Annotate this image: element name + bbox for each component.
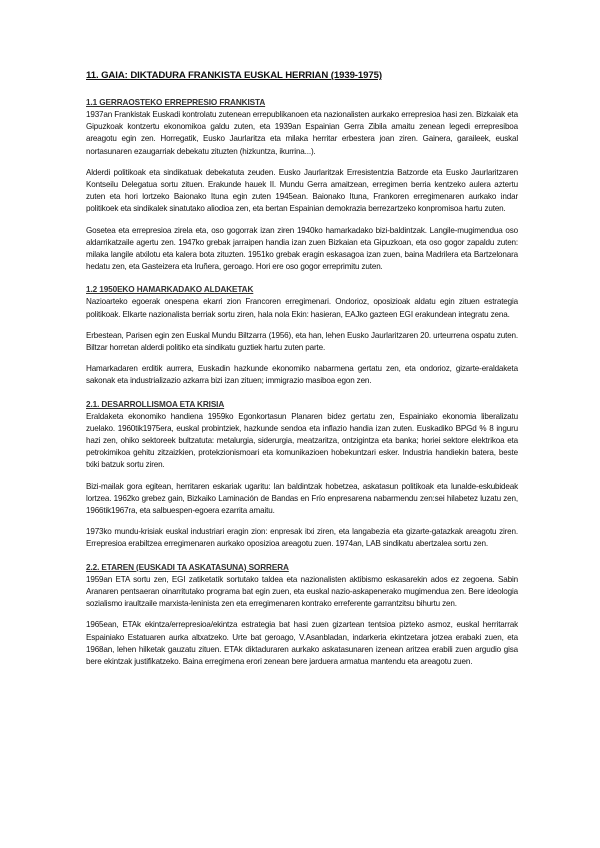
paragraph: Hamarkadaren erditik aurrera, Euskadin hazkunde ekonomiko nabarmena gertatu zen, eta ondorioz, gizarte-eraldaketa sakonak eta industrializazio azkarra bizi izan zituen; immigrazio masiboa egon zen. — [86, 364, 518, 386]
section-heading-2-1: 2.1. DESARROLLISMOA ETA KRISIA — [86, 399, 225, 409]
section-heading-1-1: 1.1 GERRAOSTEKO ERREPRESIO FRANKISTA — [86, 98, 266, 107]
paragraph: 1937an Frankistak Euskadi kontrolatu zutenean errepublikanoen eta nazionalisten aurkako errepresioa hasi zen. Bizkaiak eta Gipuzkoak kontzertu ekonomikoa galdu zuten, eta 1939an Espainian Gerra Zibila amaitu zenean legedi errepresiboa areagotu egin zen. Horregatik, Eusko Jaurlaritza eta milaka herritar erbestera joan ziren. Gainera, garaileek, euskal nortasunaren ezaugarriak debekatu zituzten (hizkuntza, ikurrina...). — [86, 110, 518, 156]
paragraph: Eraldaketa ekonomiko handiena 1959ko Egonkortasun Planaren bidez gertatu zen, Espainiako ekonomia liberalizatu zuelako. 1960tik1975era, euskal probintziek, hazkunde sendoa eta inflazio handia izan zuten. Euskadiko BPGd % 8 inguru hazi zen, ohiko sektoreek bultzatuta: metalurgia, siderurgia, meatzaritza, ontzigintza eta banka; horiei sektore elektrikoa eta petrokimikoa gehitu zitzaizkien, protekzionismoari eta komunikazioen hobekuntzari esker. Industria handiekin batera, beste txiki batzuk sortu ziren. — [86, 411, 518, 470]
paragraph: 1965ean, ETAk ekintza/errepresioa/ekintza estrategia bat hasi zuen gizartean tentsioa pizteko asmoz, euskal herritarrak Espainiako Estatuaren aurka altxatzeko. Urte bat geroago, V.Asanbladan, indarkeria ekintzetara jotzea erabaki zuen, eta 1968an, lehen hilketak gauzatu zituen. ETAk diktaduraren aurkako askatasunaren izenean aritzea erabili zuen argudio gisa bere ekintzak justifikatzeko. Baina erregimena erori zenean bere jarduera armatua mantendu eta areagotu zuen. — [86, 620, 518, 666]
section-heading-2-2: 2.2. ETAREN (EUSKADI TA ASKATASUNA) SORRERA — [86, 562, 289, 572]
document-title: 11. GAIA: DIKTADURA FRANKISTA EUSKAL HERRIAN (1939-1975) — [86, 70, 382, 81]
paragraph: Erbestean, Parisen egin zen Euskal Mundu Biltzarra (1956), eta han, lehen Eusko Jaurlaritzaren 20. urteurrena ospatu zuten. Biltzar horretan alderdi politiko eta sindikatu guztiek hartu zuten parte. — [86, 330, 518, 353]
paragraph: 1973ko mundu-krisiak euskal industriari eragin zion: enpresak itxi ziren, eta langabezia eta gizarte-gatazkak areagotu ziren. Errepresioa erabiltzea erregimenaren aurkako oposizioa areagotu zuen. 1974an, LAB sindikatu abertzalea sortu zen. — [86, 527, 518, 549]
paragraph: Bizi-mailak gora egitean, herritaren eskariak ugaritu: lan baldintzak hobetzea, askatasun politikoak eta lunalde-eskubideak lortzea. 1962ko grebez gain, Bizkaiko Laminación de Bandas en Frío enpresarena nabarmendu zen:sei hilabetez luzatu zen, 1966tik1967ra, eta salbuespen-egoera ezarrita amaitu. — [86, 481, 518, 516]
paragraph: 1959an ETA sortu zen, EGI zatiketatik sortutako taldea eta nazionalisten aktibismo eskasarekin ados ez zegoena. Sabin Aranaren pentsaeran oinarritutako programa bat egin zuen, eta euskal nazio-askapenerako mugimendua zen. Bere ideologia sozialismo iraultzaile marxista-leninista zen eta erregimenaren kontrako erreferente garrantzitsu bihurtu zen. — [86, 574, 518, 609]
paragraph: Gosetea eta errepresioa zirela eta, oso gogorrak izan ziren 1940ko hamarkadako bizi-baldintzak. Langile-mugimendua oso aldarrikatzaile agertu zen. 1947ko grebak jarraipen handia izan zuen Bizkaian eta Gipuzkoan, eta oso gogor zapaldu zuten: milaka langile atxilotu eta kalera bota zituzten. 1951ko grebak eragin eskasagoa izan zuen, baina Madrilera eta Bartzelonara hedatu zen, eta Gasteizera eta Iruñera, geroago. Hori ere oso gogor erreprimitu zuten. — [86, 225, 518, 272]
paragraph: Alderdi politikoak eta sindikatuak debekatuta zeuden. Eusko Jaurlaritzak Erresistentzia Batzorde eta Eusko Jaurlaritzaren Kontseilu Delegatua sortu zituen. Erakunde hauek II. Mundu Gerra amaitzean, erregimen berria kentzeko aulera aztertu zuten eta hori lortzeko Baionako Ituna egin zuten 1945ean. Baionako Ituna, Frankoren erregimenaren aurkako indar politikoek eta sindikalek sinatutako aliodioa zen, eta bertan Espainian demokrazia berrezartzeko konpromisoa hartu zuten. — [86, 167, 518, 214]
paragraph: Nazioarteko egoerak onespena ekarri zion Francoren erregimenari. Ondorioz, oposizioak aldatu egin zituen estrategia politikoak. Elkarte nazionalista berriak sortu ziren, hala nola Ekin: hasieran, EAJko gazteen EGI erakundean integratu zena. — [86, 297, 518, 319]
section-heading-1-2: 1.2 1950EKO HAMARKADAKO ALDAKETAK — [86, 285, 254, 295]
document-page — [86, 70, 518, 668]
